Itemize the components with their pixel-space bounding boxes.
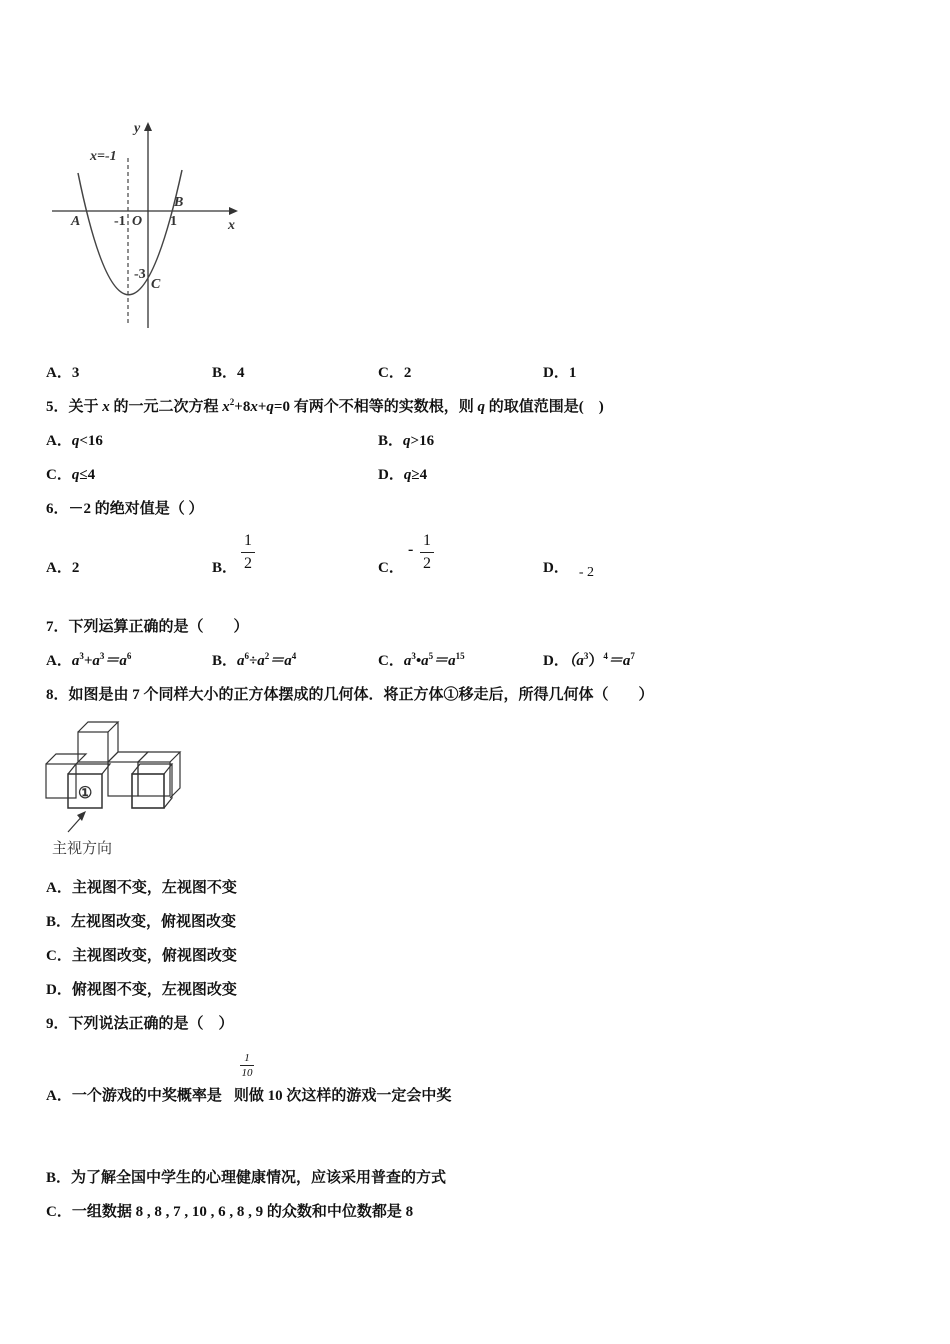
- option-text: 1: [568, 365, 577, 381]
- q5-option-a[interactable]: [46, 429, 103, 450]
- option-letter: B．: [378, 433, 404, 449]
- expr-exp: 7: [630, 651, 635, 661]
- question-number: 9．: [46, 1016, 69, 1032]
- back-middle-cube: [108, 762, 138, 796]
- q9-option-a-fraction: [240, 1052, 254, 1079]
- expr-exp: 6: [244, 651, 250, 661]
- q6-option-c[interactable]: [378, 556, 404, 577]
- main-view-direction-label: 主视方向: [52, 841, 113, 857]
- fraction-denominator: 2: [423, 555, 431, 572]
- expr: ）: [588, 653, 604, 669]
- expr-exp: 2: [264, 651, 270, 661]
- q8-option-a[interactable]: [46, 876, 237, 897]
- option-var: q: [403, 467, 412, 483]
- option-text: >16: [410, 433, 435, 449]
- question-number: 7．: [46, 619, 69, 635]
- q6-option-d[interactable]: [543, 556, 595, 580]
- option-text: 2: [403, 365, 412, 381]
- option-letter: B．: [212, 365, 238, 381]
- option-text: 4: [237, 365, 245, 381]
- option-text: 主视图改变，俯视图改变: [71, 948, 237, 964]
- expr: +a: [83, 653, 100, 669]
- q8-option-d[interactable]: [46, 978, 237, 999]
- expr-exp: 3: [411, 651, 416, 661]
- option-letter: B．: [212, 653, 238, 669]
- q5-option-d[interactable]: [378, 463, 427, 484]
- option-letter: B．: [46, 1170, 72, 1186]
- point-b-label: B: [174, 195, 184, 210]
- point-c-label: C: [151, 277, 161, 292]
- origin-label: O: [132, 214, 143, 229]
- equation-q: q: [266, 399, 274, 415]
- back-middle-top: [108, 752, 148, 762]
- expr-exp: 6: [126, 651, 132, 661]
- q8-option-b[interactable]: [46, 910, 236, 931]
- y-axis-label: y: [134, 121, 141, 136]
- stem-text: 的一元二次方程: [109, 399, 223, 415]
- symmetry-line-label: x=-1: [90, 149, 117, 164]
- expr-exp: 5: [428, 651, 434, 661]
- stem-text: 有两个不相等的实数根，则: [289, 399, 478, 415]
- q9-stem: [46, 1012, 234, 1033]
- expr-exp: 3: [79, 651, 84, 661]
- expr: （a: [568, 653, 584, 669]
- q7-stem: [46, 615, 249, 636]
- option-text: - 2: [578, 565, 595, 580]
- q7-option-a[interactable]: [46, 649, 131, 670]
- option-letter: C．: [378, 365, 404, 381]
- variable-q: q: [477, 399, 485, 415]
- equation-text: +8: [234, 399, 251, 415]
- option-letter: A．: [46, 653, 72, 669]
- q7-option-b[interactable]: [212, 649, 296, 670]
- option-letter: A．: [46, 560, 72, 576]
- stem-text: 如图是由 7 个同样大小的正方体摆成的几何体．将正方体①移走后，所得几何体（ ）: [68, 687, 654, 703]
- option-var: q: [403, 433, 411, 449]
- q7-option-d[interactable]: [543, 649, 635, 670]
- cube-1-top: [68, 764, 110, 774]
- option-letter: B．: [46, 914, 72, 930]
- y-axis-arrow: [144, 122, 152, 131]
- fraction-numerator: 1: [244, 532, 252, 549]
- option-text: 一个游戏的中奖概率是: [71, 1088, 222, 1104]
- q6-option-a[interactable]: [46, 556, 79, 577]
- option-letter: B．: [212, 560, 238, 576]
- option-text: 2: [71, 560, 80, 576]
- parabola-graph: [48, 118, 248, 333]
- fraction-denominator: 10: [241, 1067, 253, 1079]
- stem-text: 下列运算正确的是（ ）: [68, 619, 249, 635]
- parabola-curve: [78, 170, 182, 295]
- option-var: q: [71, 467, 80, 483]
- option-letter: C．: [46, 1204, 72, 1220]
- option-text: 3: [71, 365, 80, 381]
- back-right-cube: [138, 762, 170, 796]
- expr: ＝a: [104, 653, 127, 669]
- q9-option-c[interactable]: [46, 1200, 413, 1221]
- option-text: 则做 10 次这样的游戏一定会中奖: [233, 1088, 452, 1104]
- q6-option-b-fraction: [241, 532, 255, 573]
- expr-exp: 3: [99, 651, 105, 661]
- q6-option-b[interactable]: [212, 556, 237, 577]
- expr: ＝a: [433, 653, 456, 669]
- option-text: ≥4: [411, 467, 428, 483]
- option-text: 为了解全国中学生的心理健康情况，应该采用普查的方式: [71, 1170, 447, 1186]
- front-right-side: [164, 764, 172, 808]
- expr: a: [71, 653, 80, 669]
- top-cube-top: [78, 722, 118, 732]
- question-number: 8．: [46, 687, 69, 703]
- option-letter: C．: [378, 653, 404, 669]
- expr-exp: 3: [583, 651, 589, 661]
- q9-option-a[interactable]: [46, 1084, 451, 1105]
- option-var: q: [71, 433, 80, 449]
- q6-option-c-sign: -: [408, 541, 414, 558]
- option-text: 俯视图不变，左视图改变: [71, 982, 237, 998]
- top-cube-side: [108, 722, 118, 762]
- cube-figure: [42, 718, 192, 860]
- q4-option-c[interactable]: [378, 361, 411, 382]
- expr: ÷a: [249, 653, 265, 669]
- equation-text: +: [257, 399, 267, 415]
- equation-exponent: 2: [229, 397, 235, 407]
- expr: ＝a: [607, 653, 631, 669]
- option-letter: C．: [46, 948, 72, 964]
- q8-stem: [46, 683, 654, 704]
- option-letter: C．: [378, 560, 404, 576]
- q7-option-c[interactable]: [378, 649, 465, 670]
- option-text: <16: [79, 433, 103, 449]
- expr: •a: [415, 653, 429, 669]
- option-text: 主视图不变，左视图不变: [71, 880, 237, 896]
- q5-stem: [46, 395, 604, 416]
- tick-neg3-label: -3: [134, 267, 146, 282]
- option-text: 左视图改变，俯视图改变: [71, 914, 237, 930]
- option-letter: D．: [543, 560, 569, 576]
- fraction-bar: [241, 552, 255, 553]
- question-number: 5．: [46, 399, 69, 415]
- equation-x: x: [222, 399, 230, 415]
- q9-option-b[interactable]: [46, 1166, 446, 1187]
- q8-option-c[interactable]: [46, 944, 237, 965]
- q5-option-b[interactable]: [378, 429, 434, 450]
- fraction-denominator: 2: [244, 555, 252, 572]
- point-a-label: A: [71, 214, 81, 229]
- option-text: ≤4: [79, 467, 96, 483]
- option-letter: A．: [46, 880, 72, 896]
- fraction-numerator: 1: [423, 532, 431, 549]
- q4-option-b[interactable]: [212, 361, 245, 382]
- expr-exp: 4: [603, 651, 608, 661]
- option-letter: A．: [46, 1088, 72, 1104]
- expr: ＝a: [269, 653, 292, 669]
- x-axis-label: x: [228, 218, 235, 233]
- front-right-cube: [132, 774, 164, 808]
- expr: a: [237, 653, 245, 669]
- q6-option-c-fraction: [420, 532, 434, 573]
- option-letter: D．: [543, 653, 569, 669]
- option-letter: C．: [46, 467, 72, 483]
- cube-1-label: ①: [78, 785, 93, 802]
- option-letter: D．: [378, 467, 404, 483]
- equation-x: x: [250, 399, 258, 415]
- expr: a: [403, 653, 412, 669]
- stem-text: 的取值范围是( ): [485, 399, 604, 415]
- stem-text: 下列说法正确的是（ ）: [68, 1016, 234, 1032]
- question-number: 6．: [46, 501, 69, 517]
- stem-text: －2 的绝对值是（ ）: [68, 501, 204, 517]
- back-right-top: [138, 752, 180, 762]
- option-text: 一组数据 8 , 8 , 7 , 10 , 6 , 8 , 9 的众数和中位数都是 8: [71, 1204, 414, 1220]
- fraction-bar: [420, 552, 434, 553]
- option-letter: D．: [543, 365, 569, 381]
- fraction-numerator: 1: [244, 1052, 250, 1064]
- option-letter: A．: [46, 433, 72, 449]
- option-letter: D．: [46, 982, 72, 998]
- stem-text: 关于: [68, 399, 103, 415]
- fraction-bar: [240, 1065, 254, 1066]
- expr-exp: 4: [291, 651, 297, 661]
- q4-option-d[interactable]: [543, 361, 576, 382]
- tick-1-label: 1: [170, 214, 177, 229]
- variable-x: x: [102, 399, 110, 415]
- tick-neg1-label: -1: [114, 214, 126, 229]
- q6-stem: [46, 497, 204, 518]
- expr-exp: 15: [455, 651, 465, 661]
- x-axis-arrow: [229, 207, 238, 215]
- equation-text: =0: [273, 399, 290, 415]
- q5-option-c[interactable]: [46, 463, 95, 484]
- option-letter: A．: [46, 365, 72, 381]
- q4-option-a[interactable]: [46, 361, 79, 382]
